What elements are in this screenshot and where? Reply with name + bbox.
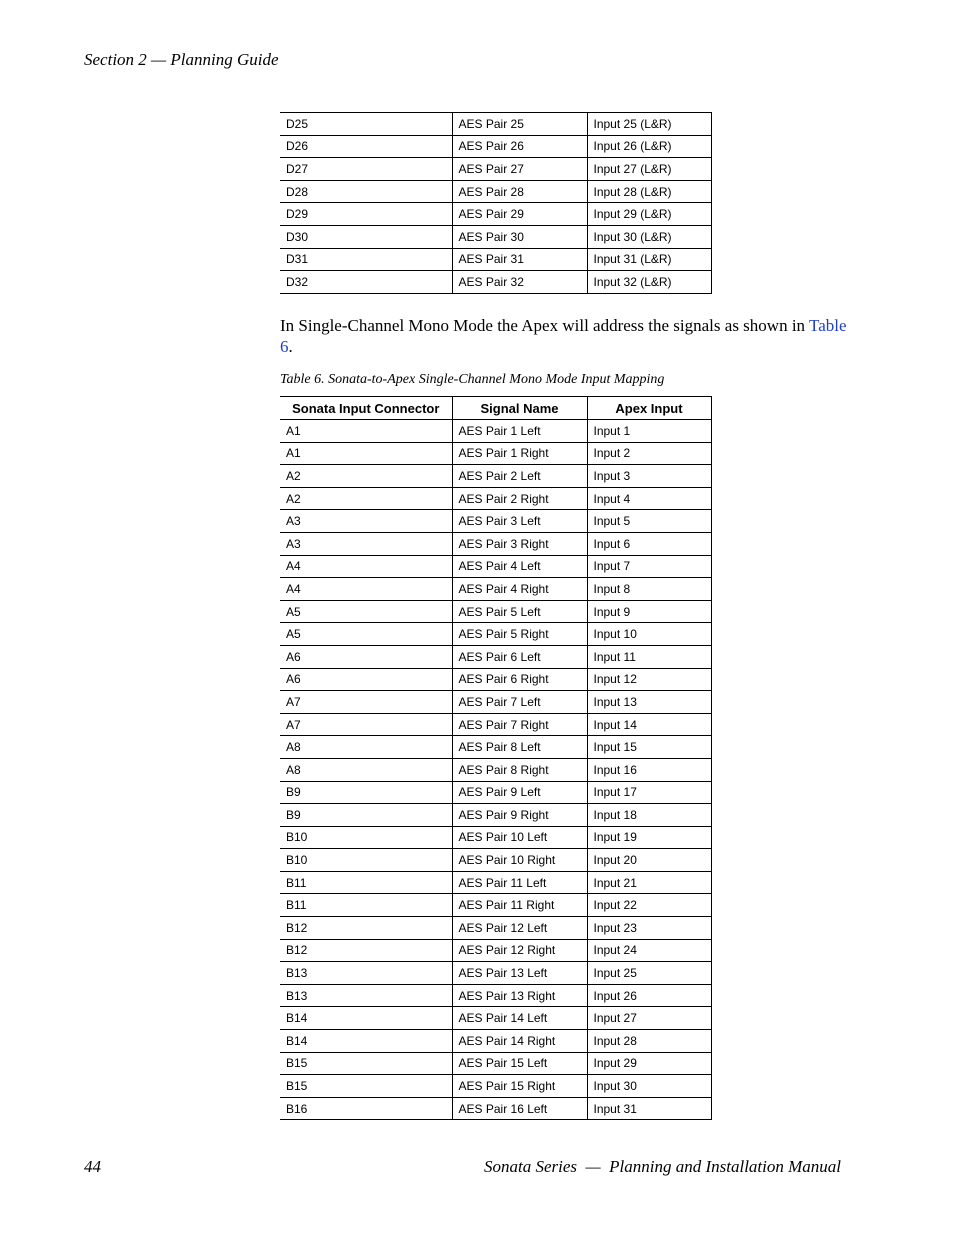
table-row — [280, 781, 711, 804]
signal-name-cell: AES Pair 27 — [452, 158, 587, 181]
apex-input-cell: Input 30 — [587, 1075, 711, 1098]
table-row — [280, 1097, 711, 1120]
table-row — [280, 555, 711, 578]
table-row — [280, 804, 711, 827]
signal-name-cell: AES Pair 31 — [452, 248, 587, 271]
connector-cell: A6 — [280, 668, 452, 691]
signal-name-cell: AES Pair 5 Right — [452, 623, 587, 646]
signal-name-cell: AES Pair 1 Left — [452, 420, 587, 443]
signal-name-cell: AES Pair 2 Left — [452, 465, 587, 488]
signal-name-cell: AES Pair 12 Left — [452, 917, 587, 940]
manual-title: Sonata Series — Planning and Installation Manual — [484, 1157, 841, 1176]
page-number: 44 — [84, 1157, 101, 1176]
table-row — [280, 691, 711, 714]
connector-cell: B9 — [280, 781, 452, 804]
signal-name-cell: AES Pair 10 Left — [452, 826, 587, 849]
connector-cell: B10 — [280, 826, 452, 849]
continued-mapping-table — [280, 112, 712, 294]
table-row — [280, 465, 711, 488]
signal-name-cell: AES Pair 10 Right — [452, 849, 587, 872]
connector-cell: A7 — [280, 713, 452, 736]
table-row — [280, 736, 711, 759]
signal-name-cell: AES Pair 7 Right — [452, 713, 587, 736]
apex-input-cell: Input 32 (L&R) — [587, 271, 711, 294]
apex-input-cell: Input 18 — [587, 804, 711, 827]
paragraph-text: In Single-Channel Mono Mode the Apex will address the signals as shown in — [280, 316, 809, 335]
continued-table-body — [280, 113, 711, 294]
apex-input-cell: Input 11 — [587, 645, 711, 668]
signal-name-cell: AES Pair 15 Left — [452, 1052, 587, 1075]
apex-input-cell: Input 12 — [587, 668, 711, 691]
connector-cell: D28 — [280, 180, 452, 203]
signal-name-cell: AES Pair 26 — [452, 135, 587, 158]
connector-cell: B14 — [280, 1030, 452, 1053]
apex-input-cell: Input 28 — [587, 1030, 711, 1053]
apex-input-cell: Input 14 — [587, 713, 711, 736]
signal-name-cell: AES Pair 25 — [452, 113, 587, 136]
table-row — [280, 135, 711, 158]
apex-input-cell: Input 29 (L&R) — [587, 203, 711, 226]
table-row — [280, 1007, 711, 1030]
connector-cell: B14 — [280, 1007, 452, 1030]
connector-cell: B16 — [280, 1097, 452, 1120]
table-row — [280, 668, 711, 691]
table-row — [280, 203, 711, 226]
apex-input-cell: Input 25 (L&R) — [587, 113, 711, 136]
apex-input-cell: Input 8 — [587, 578, 711, 601]
apex-input-cell: Input 27 (L&R) — [587, 158, 711, 181]
table-row — [280, 420, 711, 443]
signal-name-cell: AES Pair 28 — [452, 180, 587, 203]
signal-name-cell: AES Pair 9 Right — [452, 804, 587, 827]
signal-name-cell: AES Pair 16 Left — [452, 1097, 587, 1120]
signal-name-cell: AES Pair 13 Left — [452, 962, 587, 985]
apex-input-cell: Input 24 — [587, 939, 711, 962]
connector-cell: B10 — [280, 849, 452, 872]
table-caption: Table 6. Sonata-to-Apex Single-Channel Mono Mode Input Mapping — [280, 372, 665, 387]
connector-cell: B15 — [280, 1075, 452, 1098]
table-row — [280, 871, 711, 894]
signal-name-cell: AES Pair 1 Right — [452, 442, 587, 465]
connector-cell: D25 — [280, 113, 452, 136]
table-row — [280, 600, 711, 623]
connector-cell: B11 — [280, 871, 452, 894]
signal-name-cell: AES Pair 8 Right — [452, 758, 587, 781]
signal-name-cell: AES Pair 14 Right — [452, 1030, 587, 1053]
table-row — [280, 894, 711, 917]
header-apex-input: Apex Input — [587, 397, 711, 420]
connector-cell: A2 — [280, 465, 452, 488]
connector-cell: B11 — [280, 894, 452, 917]
table-row — [280, 442, 711, 465]
connector-cell: A6 — [280, 645, 452, 668]
table-row — [280, 180, 711, 203]
signal-name-cell: AES Pair 4 Right — [452, 578, 587, 601]
signal-name-cell: AES Pair 30 — [452, 225, 587, 248]
apex-input-cell: Input 9 — [587, 600, 711, 623]
signal-name-cell: AES Pair 12 Right — [452, 939, 587, 962]
apex-input-cell: Input 1 — [587, 420, 711, 443]
connector-cell: A4 — [280, 578, 452, 601]
apex-input-cell: Input 30 (L&R) — [587, 225, 711, 248]
connector-cell: A5 — [280, 623, 452, 646]
table-row — [280, 578, 711, 601]
apex-input-cell: Input 15 — [587, 736, 711, 759]
signal-name-cell: AES Pair 2 Right — [452, 487, 587, 510]
connector-cell: A4 — [280, 555, 452, 578]
connector-cell: A1 — [280, 442, 452, 465]
signal-name-cell: AES Pair 4 Left — [452, 555, 587, 578]
table-row — [280, 1052, 711, 1075]
apex-input-cell: Input 21 — [587, 871, 711, 894]
table-row — [280, 713, 711, 736]
apex-input-cell: Input 2 — [587, 442, 711, 465]
table-row — [280, 532, 711, 555]
apex-input-cell: Input 20 — [587, 849, 711, 872]
apex-input-cell: Input 22 — [587, 894, 711, 917]
connector-cell: A3 — [280, 532, 452, 555]
apex-input-cell: Input 5 — [587, 510, 711, 533]
apex-input-cell: Input 23 — [587, 917, 711, 940]
signal-name-cell: AES Pair 13 Right — [452, 984, 587, 1007]
signal-name-cell: AES Pair 6 Left — [452, 645, 587, 668]
table-row — [280, 939, 711, 962]
apex-input-cell: Input 28 (L&R) — [587, 180, 711, 203]
signal-name-cell: AES Pair 32 — [452, 271, 587, 294]
connector-cell: D27 — [280, 158, 452, 181]
apex-input-cell: Input 3 — [587, 465, 711, 488]
signal-name-cell: AES Pair 11 Left — [452, 871, 587, 894]
signal-name-cell: AES Pair 6 Right — [452, 668, 587, 691]
table-row — [280, 962, 711, 985]
connector-cell: A2 — [280, 487, 452, 510]
apex-input-cell: Input 31 (L&R) — [587, 248, 711, 271]
apex-input-cell: Input 29 — [587, 1052, 711, 1075]
apex-input-cell: Input 27 — [587, 1007, 711, 1030]
table-row — [280, 826, 711, 849]
apex-input-cell: Input 10 — [587, 623, 711, 646]
mono-mode-mapping-table — [280, 396, 712, 1120]
table-row — [280, 487, 711, 510]
table-6-body — [280, 420, 711, 1120]
connector-cell: D31 — [280, 248, 452, 271]
table-row — [280, 158, 711, 181]
table-row — [280, 1030, 711, 1053]
connector-cell: B12 — [280, 939, 452, 962]
table-row — [280, 984, 711, 1007]
table-row — [280, 510, 711, 533]
connector-cell: B13 — [280, 984, 452, 1007]
header-sonata-input-connector: Sonata Input Connector — [280, 397, 452, 420]
table-row — [280, 225, 711, 248]
apex-input-cell: Input 25 — [587, 962, 711, 985]
apex-input-cell: Input 19 — [587, 826, 711, 849]
signal-name-cell: AES Pair 29 — [452, 203, 587, 226]
signal-name-cell: AES Pair 15 Right — [452, 1075, 587, 1098]
apex-input-cell: Input 4 — [587, 487, 711, 510]
table-row — [280, 271, 711, 294]
signal-name-cell: AES Pair 5 Left — [452, 600, 587, 623]
table-row — [280, 113, 711, 136]
connector-cell: A5 — [280, 600, 452, 623]
connector-cell: A8 — [280, 758, 452, 781]
table-row — [280, 758, 711, 781]
table-row — [280, 623, 711, 646]
header-signal-name: Signal Name — [452, 397, 587, 420]
table-row — [280, 917, 711, 940]
apex-input-cell: Input 31 — [587, 1097, 711, 1120]
signal-name-cell: AES Pair 11 Right — [452, 894, 587, 917]
connector-cell: D30 — [280, 225, 452, 248]
connector-cell: D32 — [280, 271, 452, 294]
signal-name-cell: AES Pair 3 Left — [452, 510, 587, 533]
signal-name-cell: AES Pair 3 Right — [452, 532, 587, 555]
signal-name-cell: AES Pair 9 Left — [452, 781, 587, 804]
signal-name-cell: AES Pair 14 Left — [452, 1007, 587, 1030]
apex-input-cell: Input 7 — [587, 555, 711, 578]
apex-input-cell: Input 17 — [587, 781, 711, 804]
paragraph-period: . — [288, 337, 293, 356]
connector-cell: B15 — [280, 1052, 452, 1075]
connector-cell: A8 — [280, 736, 452, 759]
connector-cell: B9 — [280, 804, 452, 827]
apex-input-cell: Input 26 (L&R) — [587, 135, 711, 158]
connector-cell: B12 — [280, 917, 452, 940]
table-6-link[interactable]: Table 6 — [280, 316, 847, 356]
table-header-row — [280, 397, 711, 420]
table-row — [280, 1075, 711, 1098]
connector-cell: D26 — [280, 135, 452, 158]
connector-cell: D29 — [280, 203, 452, 226]
signal-name-cell: AES Pair 7 Left — [452, 691, 587, 714]
signal-name-cell: AES Pair 8 Left — [452, 736, 587, 759]
running-head: Section 2 — Planning Guide — [84, 50, 279, 69]
apex-input-cell: Input 13 — [587, 691, 711, 714]
connector-cell: B13 — [280, 962, 452, 985]
apex-input-cell: Input 26 — [587, 984, 711, 1007]
table-row — [280, 645, 711, 668]
apex-input-cell: Input 6 — [587, 532, 711, 555]
table-row — [280, 248, 711, 271]
table-row — [280, 849, 711, 872]
connector-cell: A3 — [280, 510, 452, 533]
connector-cell: A1 — [280, 420, 452, 443]
apex-input-cell: Input 16 — [587, 758, 711, 781]
body-paragraph — [280, 315, 850, 357]
connector-cell: A7 — [280, 691, 452, 714]
